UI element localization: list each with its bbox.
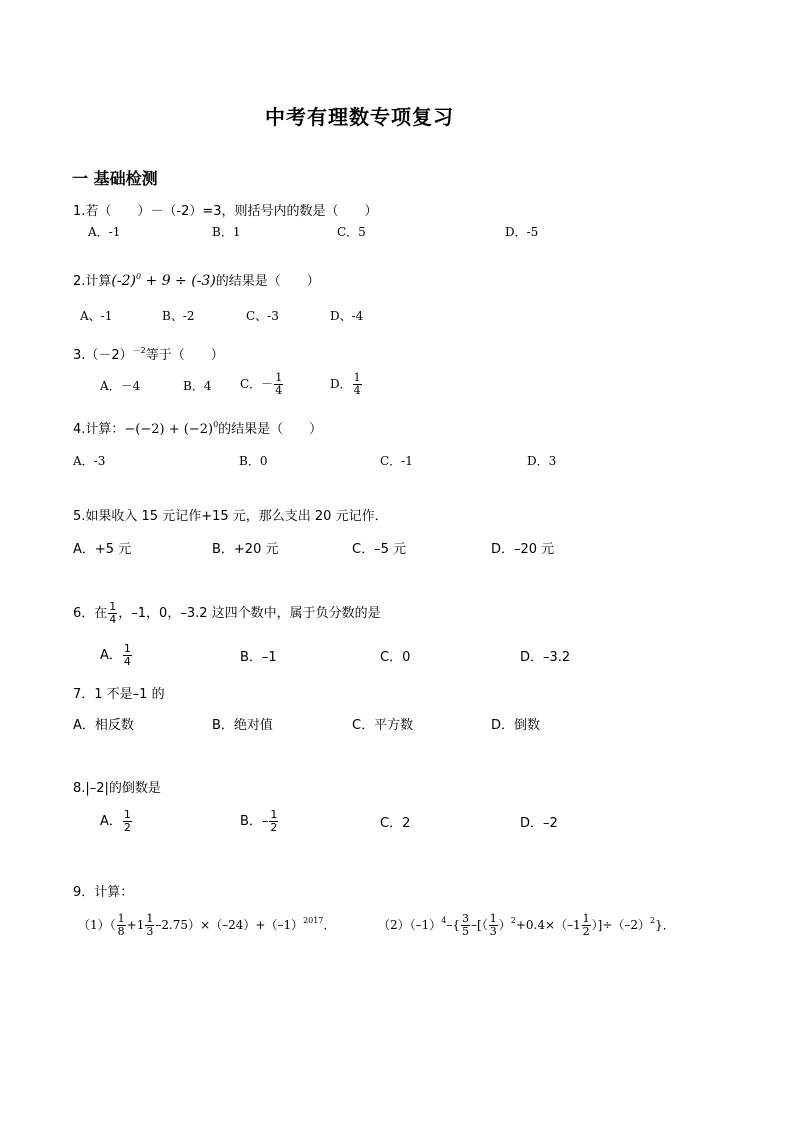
q6-fraction: [108, 601, 117, 625]
q3-option-c-fraction: [274, 372, 283, 396]
q2-option-a: A、-1: [80, 309, 113, 323]
q9-p2-exponent-1: 4: [441, 916, 447, 926]
fraction-denominator: 4: [353, 383, 361, 397]
q6-prefix: 6．在: [73, 605, 108, 621]
q1-option-d: D．-5: [505, 225, 539, 239]
q5-option-b: B．+20 元: [212, 542, 279, 557]
fraction-denominator: 3: [489, 924, 497, 938]
q2-exponent: 0: [135, 272, 142, 281]
q4-expression: [124, 422, 218, 437]
q3-option-a: A．－4: [100, 379, 141, 393]
q4-exponent: 0: [213, 420, 219, 429]
q3-option-d-fraction: [353, 372, 362, 396]
fraction-numerator: 1: [353, 371, 361, 384]
q3-exponent: －2: [132, 346, 146, 355]
q7-option-c: C．平方数: [352, 718, 414, 733]
q4-option-c: C．-1: [380, 454, 413, 468]
q9-p1-mid-1: +1: [126, 918, 145, 933]
question-6: [73, 601, 381, 625]
fraction-numerator: 1: [146, 912, 154, 925]
q8-option-d: D．–2: [520, 816, 558, 831]
q2-option-d: D、-4: [330, 309, 364, 323]
question-1: 1.若（ ）－（-2）=3，则括号内的数是（ ）: [73, 204, 378, 219]
q6-option-d: D．–3.2: [520, 650, 571, 665]
q9-p1-fraction-2: [145, 913, 154, 937]
q6-option-a-fraction: [123, 643, 132, 667]
fraction-denominator: 2: [270, 820, 278, 834]
q8-option-b-label: B．–: [240, 813, 269, 829]
q7-option-b: B．绝对值: [212, 718, 273, 733]
fraction-numerator: 1: [489, 912, 497, 925]
fraction-numerator: 1: [270, 808, 278, 821]
fraction-numerator: 1: [582, 912, 590, 925]
fraction-denominator: 4: [109, 612, 117, 626]
fraction-denominator: 3: [146, 924, 154, 938]
q9-p2-mid-4: +0.4×（–1: [515, 918, 581, 933]
q6-option-c: C．0: [380, 650, 411, 665]
fraction-denominator: 2: [123, 820, 131, 834]
q9-p2-mid-5-text: ）]÷（–2）: [591, 918, 651, 933]
fraction-denominator: 4: [275, 383, 283, 397]
q9-p2-fraction-3: [582, 913, 591, 937]
q2-option-b: B、-2: [162, 309, 195, 323]
fraction-numerator: 1: [117, 912, 125, 925]
question-9: 9．计算：: [73, 885, 134, 900]
question-4: [73, 420, 323, 437]
q9-p1-fraction-1: [117, 913, 126, 937]
q9-p1-end: ．: [323, 918, 336, 933]
q8-option-a: [100, 809, 133, 833]
q1-option-c: C．5: [337, 225, 366, 239]
section-heading: 一 基础检测: [72, 169, 158, 188]
q6-option-a-label: A．: [100, 647, 122, 663]
fraction-denominator: 4: [123, 654, 131, 668]
q4-expression-base: −(−2) + (−2): [124, 422, 214, 437]
fraction-numerator: 1: [123, 808, 131, 821]
fraction-numerator: 1: [123, 642, 131, 655]
q4-prefix: 4.计算：: [73, 422, 125, 437]
q1-option-a: A．-1: [88, 225, 121, 239]
q3-suffix: 等于（ ）: [145, 348, 224, 363]
q7-option-d: D．倒数: [491, 718, 541, 733]
q8-option-b-fraction: [269, 809, 278, 833]
fraction-denominator: 5: [462, 924, 470, 938]
fraction-denominator: 8: [117, 924, 125, 938]
q9-p2-mid-5: [591, 916, 675, 933]
q9-p2-mid-1: –{: [446, 918, 461, 933]
q2-prefix: 2.计算: [73, 274, 112, 289]
q2-option-c: C、-3: [246, 309, 279, 323]
q7-option-a: A．相反数: [73, 718, 134, 733]
q2-rest: + 9 ÷ (-3): [141, 273, 216, 289]
q8-option-b: [240, 809, 279, 833]
q9-p2-label: [378, 916, 461, 933]
q4-suffix: 的结果是（ ）: [218, 422, 323, 437]
q2-expression: [111, 273, 215, 289]
q9-p2-label-text: （2）（–1）: [378, 918, 442, 933]
q9-p2-end: }．: [655, 918, 675, 933]
fraction-numerator: 1: [275, 371, 283, 384]
q9-p2-exponent-2: 2: [510, 916, 516, 926]
q9-part-1: [78, 913, 335, 937]
q9-p2-exponent-3: 2: [650, 916, 656, 926]
q4-option-d: D．3: [527, 454, 557, 468]
fraction-numerator: 3: [462, 912, 470, 925]
q3-option-c: [240, 372, 284, 396]
q2-suffix: 的结果是（ ）: [215, 274, 320, 289]
q3-option-c-label: C．－: [240, 377, 274, 392]
q9-p1-exponent: 2017: [303, 916, 324, 926]
q6-suffix: ，–1，0，–3.2 这四个数中，属于负分数的是: [118, 605, 381, 621]
q4-option-a: A．-3: [73, 454, 106, 468]
q8-option-c: C．2: [380, 816, 411, 831]
page-title: 中考有理数专项复习: [265, 105, 454, 129]
q5-option-c: C．–5 元: [352, 542, 406, 557]
question-5: 5.如果收入 15 元记作+15 元，那么支出 20 元记作．: [73, 509, 388, 524]
q8-option-a-label: A．: [100, 813, 122, 829]
q3-option-d: [330, 372, 363, 396]
fraction-denominator: 2: [582, 924, 590, 938]
q9-p1-mid-2: [155, 916, 336, 933]
q4-option-b: B．0: [239, 454, 268, 468]
q9-p2-fraction-2: [489, 913, 498, 937]
question-3: [73, 346, 224, 363]
question-2: [73, 274, 320, 288]
q9-part-2: [378, 913, 675, 937]
q3-option-d-label: D．: [330, 377, 352, 392]
q5-option-d: D．–20 元: [491, 542, 555, 557]
q3-stem: 3.（－2）: [73, 348, 133, 363]
q3-option-b: B．4: [183, 379, 212, 393]
q6-option-b: B．–1: [240, 650, 277, 665]
q9-p1-label: （1）（: [78, 918, 116, 933]
q9-p2-mid-3-text: ）: [498, 918, 511, 933]
q6-option-a: [100, 643, 133, 667]
fraction-numerator: 1: [109, 600, 117, 613]
q5-option-a: A．+5 元: [73, 542, 132, 557]
q8-option-a-fraction: [123, 809, 132, 833]
q2-base: (-2): [111, 273, 136, 289]
question-7: 7．1 不是–1 的: [73, 687, 165, 702]
q9-p2-mid-2: –[（: [471, 918, 488, 933]
q9-p1-mid-2-text: –2.75）×（–24）+（–1）: [155, 918, 304, 933]
q9-p2-mid-3: [498, 916, 581, 933]
question-8: 8.|–2|的倒数是: [73, 781, 161, 796]
q1-option-b: B．1: [212, 225, 241, 239]
q9-p2-fraction-1: [461, 913, 470, 937]
